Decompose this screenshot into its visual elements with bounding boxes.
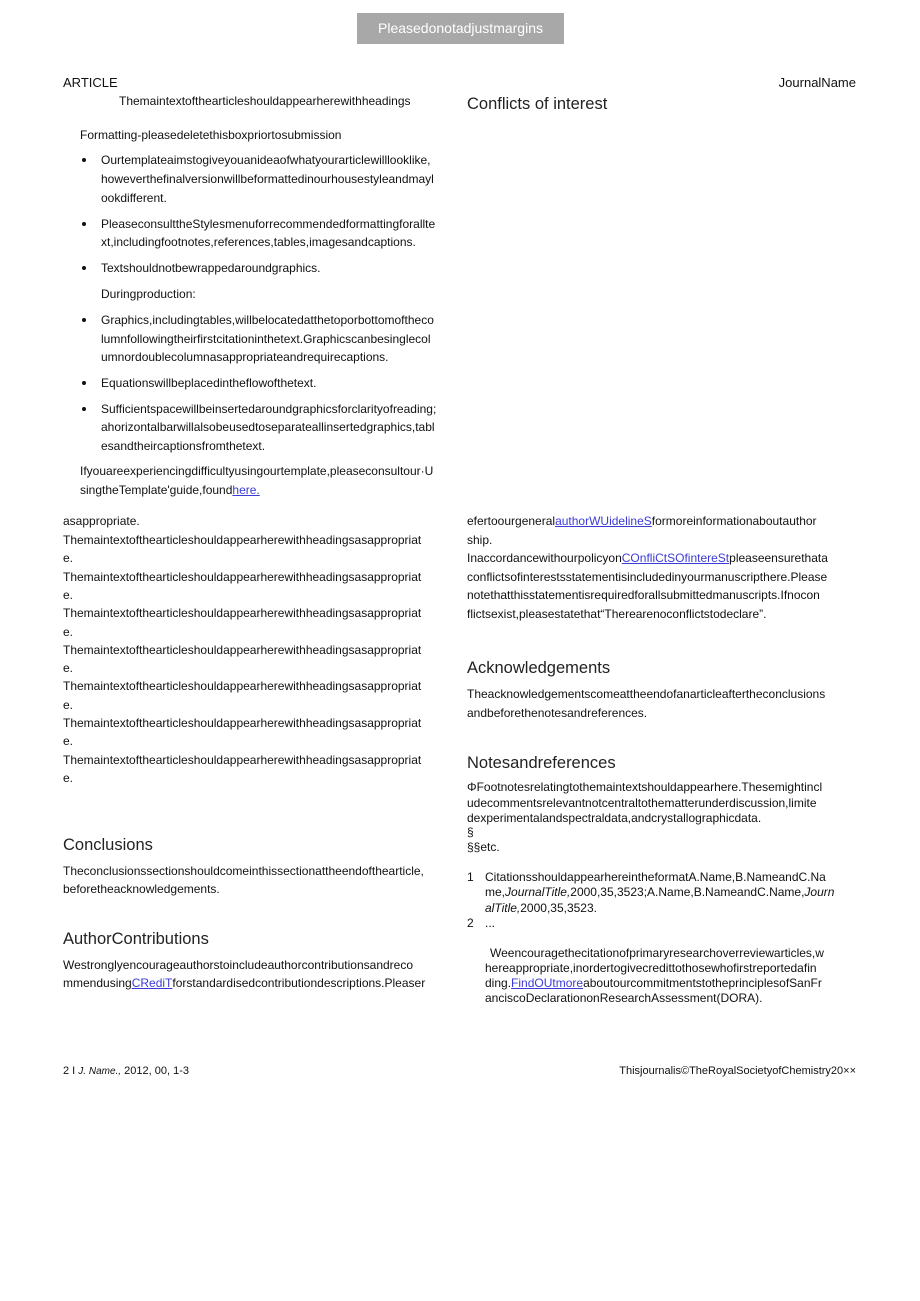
bullet-icon (82, 318, 86, 322)
conflicts-heading: Conflicts of interest (467, 95, 608, 113)
text: formoreinformationaboutauthor (651, 514, 817, 528)
author-guidelines-link[interactable]: authorWUidelineS (555, 514, 652, 528)
bullet-icon (82, 266, 86, 270)
body-text: e. (63, 625, 74, 639)
bullet-line: Sufficientspacewillbeinsertedaroundgraphicsforclarityofreading; (101, 402, 437, 416)
box-title: Formatting-pleasedeletethisboxpriortosubmission (80, 128, 342, 142)
bullet-line: xt,includingfootnotes,references,tables,imagesandcaptions. (101, 235, 416, 249)
notes-heading: Notesandreferences (467, 754, 616, 772)
body-text: Themaintextofthearticleshouldappearherewithheadingsasappropriat (63, 679, 422, 693)
bullet-line: Ourtemplateaimstogiveyouanideaofwhatyourarticlewilllooklike, (101, 153, 431, 167)
notes-text: ΦFootnotesrelatingtothemaintextshouldappearhere.Thesemightincl (467, 780, 823, 794)
body-text: Themaintextofthearticleshouldappearherewithheadingsasappropriat (63, 643, 422, 657)
ref-text: ... (485, 916, 496, 930)
notes-text: § (467, 825, 474, 839)
conflicts-text (467, 513, 817, 529)
conflicts-text: conflictsofinterestsstatementisincludedinyourmanuscripthere.Please (467, 570, 828, 584)
ack-text: andbeforethenotesandreferences. (467, 706, 648, 720)
text: aboutourcommitmentstotheprinciplesofSanFr (583, 976, 822, 990)
help-line (80, 482, 260, 498)
conclusions-text: Theconclusionssectionshouldcomeinthissectionattheendofthearticle, (63, 864, 424, 878)
body-text: asappropriate. (63, 514, 140, 528)
conflicts-of-interest-link[interactable]: COnfliCtSOfintereSt (621, 551, 730, 565)
bullet-icon (82, 381, 86, 385)
dora-text (485, 975, 822, 991)
conflicts-text (467, 550, 828, 566)
bullet-icon (82, 222, 86, 226)
conflicts-text: notethatthisstatementisrequiredforallsubmittedmanuscripts.Ifnocon (467, 588, 820, 602)
ref-number: 1 (467, 870, 474, 884)
conclusions-heading: Conclusions (63, 836, 153, 854)
citation-info: 2012, 00, 1-3 (124, 1065, 189, 1077)
bullet-line: Textshouldnotbewrappedaroundgraphics. (101, 261, 321, 275)
body-text: Themaintextofthearticleshouldappearherewithheadingsasappropriat (63, 533, 422, 547)
body-text: Themaintextofthearticleshouldappearherewithheadingsasappropriat (63, 570, 422, 584)
bullet-line: esandtheircaptionsfromthetext. (101, 439, 266, 453)
body-text: Themaintextofthearticleshouldappearherewithheadingsasappropriat (63, 606, 422, 620)
box-intro: Themaintextofthearticleshouldappearherewithheadings (119, 94, 411, 108)
journal-title: alTitle, (485, 901, 521, 915)
body-text: Themaintextofthearticleshouldappearherewithheadingsasappropriat (63, 753, 422, 767)
text: Inaccordancewithourpolicyon (467, 551, 622, 565)
contrib-pre: mmendusing (63, 976, 132, 990)
text: 2000,35,3523. (520, 901, 597, 915)
notes-text: §§etc. (467, 840, 500, 854)
bullet-icon (82, 407, 86, 411)
find-out-more-link[interactable]: FindOUtmore (511, 976, 584, 990)
bullet-line: Graphics,includingtables,willbelocatedatthetoporbottomoftheco (101, 313, 434, 327)
dora-text: anciscoDeclarationonResearchAssessment(DORA). (485, 991, 763, 1005)
credit-link[interactable]: CRediT (131, 976, 173, 990)
conclusions-text: beforetheacknowledgements. (63, 882, 220, 896)
article-label: ARTICLE (63, 75, 118, 90)
ref-number: 2 (467, 916, 474, 930)
body-text: e. (63, 661, 74, 675)
body-text: e. (63, 698, 74, 712)
bullet-icon (82, 158, 86, 162)
journal-title: Journ (804, 885, 835, 899)
margin-warning-banner: Pleasedonotadjustmargins (357, 13, 564, 44)
footer-left (63, 1063, 189, 1080)
author-contributions-heading: AuthorContributions (63, 930, 209, 948)
text: ding. (485, 976, 512, 990)
body-text: Themaintextofthearticleshouldappearherewithheadingsasappropriat (63, 716, 422, 730)
help-line: Ifyouareexperiencingdifficultyusingourtemplate,pleaseconsultour·U (80, 464, 434, 478)
contrib-text: Westronglyencourageauthorstoincludeauthorcontributionsandreco (63, 958, 414, 972)
body-text: e. (63, 588, 74, 602)
during-production: Duringproduction: (101, 287, 196, 301)
bullet-line: ahorizontalbarwillalsobeusedtoseparateallinsertedgraphics,tabl (101, 420, 435, 434)
ref-text (485, 884, 834, 900)
text: pleaseensurethata (729, 551, 828, 565)
dora-text: Weencouragethecitationofprimaryresearchoverreviewarticles,w (490, 946, 824, 960)
ref-text (485, 900, 597, 916)
body-text: e. (63, 734, 74, 748)
bullet-line: umnordoublecolumnasappropriateandrequirecaptions. (101, 350, 389, 364)
body-text: e. (63, 771, 74, 785)
text: me, (485, 885, 506, 899)
bullet-line: howeverthefinalversionwillbeformattedinourhousestyleandmayl (101, 172, 434, 186)
help-text: singtheTemplate'guide,found (80, 483, 233, 497)
contrib-text (63, 975, 425, 991)
page-number: 2 I (63, 1065, 76, 1077)
footer-right: Thisjournalis©TheRoyalSocietyofChemistry20×× (619, 1065, 856, 1077)
dora-text: hereappropriate,inordertogivecredittothosewhofirstreportedafin (485, 961, 817, 975)
notes-text: udecommentsrelevantnotcentraltothematterunderdiscussion,limite (467, 796, 817, 810)
bullet-line: lumnfollowingtheirfirstcitationinthetext.Graphicscanbesinglecol (101, 332, 431, 346)
bullet-line: PleaseconsulttheStylesmenuforrecommendedformattingforallte (101, 217, 436, 231)
text: efertoourgeneral (467, 514, 556, 528)
body-text: e. (63, 551, 74, 565)
journal-title: JournalTitle, (505, 885, 571, 899)
acknowledgements-heading: Acknowledgements (467, 659, 611, 677)
ref-text: CitationsshouldappearhereintheformatA.Name,B.NameandC.Na (485, 870, 826, 884)
notes-text: dexperimentalandspectraldata,andcrystallographicdata. (467, 811, 762, 825)
contrib-post: forstandardisedcontributiondescriptions.Pleaser (172, 976, 426, 990)
text: 2000,35,3523;A.Name,B.NameandC.Name, (570, 885, 805, 899)
conflicts-text: flictsexist,pleasestatethat“Therearenoconflictstodeclare”. (467, 607, 767, 621)
bullet-line: Equationswillbeplacedintheflowofthetext. (101, 376, 317, 390)
ack-text: Theacknowledgementscomeattheendofanarticleaftertheconclusions (467, 687, 826, 701)
bullet-line: ookdifferent. (101, 191, 167, 205)
here-link[interactable]: here. (232, 483, 260, 497)
journal-abbrev: J. Name., (78, 1066, 122, 1077)
conflicts-text: ship. (467, 533, 493, 547)
journal-name: JournalName (778, 75, 856, 90)
